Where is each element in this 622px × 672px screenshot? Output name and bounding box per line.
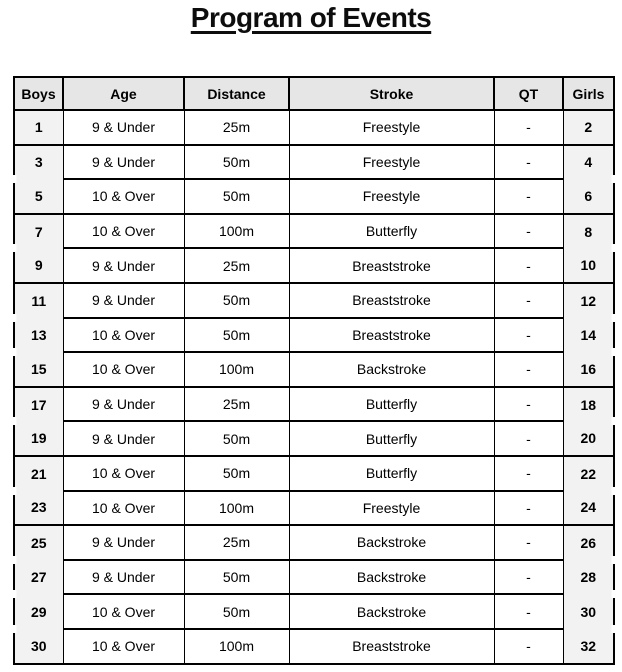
cell-age: 9 & Under <box>63 560 184 595</box>
cell-distance: 100m <box>184 352 289 387</box>
cell-girls: 4 <box>563 145 614 180</box>
cell-stroke: Breaststroke <box>289 283 494 318</box>
cell-age: 9 & Under <box>63 387 184 422</box>
cell-age: 10 & Over <box>63 456 184 491</box>
cell-girls: 28 <box>563 560 614 595</box>
cell-boys: 3 <box>14 145 63 180</box>
event-row <box>14 525 614 560</box>
cell-distance: 25m <box>184 525 289 560</box>
cell-distance: 50m <box>184 560 289 595</box>
cell-girls: 24 <box>563 491 614 526</box>
cell-age: 9 & Under <box>63 248 184 283</box>
event-row <box>14 145 614 180</box>
event-row <box>14 283 614 318</box>
cell-girls: 16 <box>563 352 614 387</box>
cell-qt: - <box>494 145 563 180</box>
cell-girls: 32 <box>563 629 614 664</box>
cell-boys: 7 <box>14 214 63 249</box>
cell-age: 10 & Over <box>63 594 184 629</box>
cell-age: 9 & Under <box>63 283 184 318</box>
cell-girls: 18 <box>563 387 614 422</box>
cell-qt: - <box>494 560 563 595</box>
cell-qt: - <box>494 387 563 422</box>
cell-qt: - <box>494 629 563 664</box>
cell-distance: 25m <box>184 110 289 145</box>
cell-qt: - <box>494 214 563 249</box>
cell-stroke: Freestyle <box>289 179 494 214</box>
cell-girls: 10 <box>563 248 614 283</box>
event-row <box>14 387 614 422</box>
program-of-events-table <box>13 76 615 665</box>
cell-boys: 25 <box>14 525 63 560</box>
cell-stroke: Backstroke <box>289 560 494 595</box>
cell-age: 9 & Under <box>63 110 184 145</box>
event-row <box>14 456 614 491</box>
cell-girls: 12 <box>563 283 614 318</box>
cell-qt: - <box>494 594 563 629</box>
cell-qt: - <box>494 110 563 145</box>
cell-girls: 20 <box>563 421 614 456</box>
cell-distance: 50m <box>184 145 289 180</box>
cell-distance: 50m <box>184 421 289 456</box>
cell-stroke: Butterfly <box>289 421 494 456</box>
cell-stroke: Freestyle <box>289 145 494 180</box>
cell-distance: 50m <box>184 456 289 491</box>
cell-age: 10 & Over <box>63 214 184 249</box>
column-header-age: Age <box>63 77 184 110</box>
cell-distance: 100m <box>184 629 289 664</box>
event-row <box>14 248 614 283</box>
event-row <box>14 560 614 595</box>
cell-qt: - <box>494 456 563 491</box>
cell-girls: 30 <box>563 594 614 629</box>
cell-qt: - <box>494 179 563 214</box>
cell-qt: - <box>494 318 563 353</box>
cell-stroke: Butterfly <box>289 214 494 249</box>
cell-distance: 50m <box>184 318 289 353</box>
header-row <box>14 77 614 110</box>
cell-girls: 14 <box>563 318 614 353</box>
page-title: Program of Events <box>190 2 432 33</box>
column-header-distance: Distance <box>184 77 289 110</box>
event-row <box>14 352 614 387</box>
cell-boys: 19 <box>14 421 63 456</box>
cell-stroke: Backstroke <box>289 352 494 387</box>
column-header-boys: Boys <box>14 77 63 110</box>
cell-distance: 50m <box>184 283 289 318</box>
cell-stroke: Breaststroke <box>289 629 494 664</box>
cell-age: 9 & Under <box>63 525 184 560</box>
cell-stroke: Breaststroke <box>289 318 494 353</box>
cell-boys: 1 <box>14 110 63 145</box>
cell-boys: 27 <box>14 560 63 595</box>
cell-stroke: Freestyle <box>289 110 494 145</box>
cell-stroke: Butterfly <box>289 387 494 422</box>
column-header-qt: QT <box>494 77 563 110</box>
cell-age: 9 & Under <box>63 421 184 456</box>
cell-age: 10 & Over <box>63 179 184 214</box>
cell-age: 10 & Over <box>63 352 184 387</box>
column-header-stroke: Stroke <box>289 77 494 110</box>
cell-qt: - <box>494 352 563 387</box>
cell-distance: 100m <box>184 214 289 249</box>
cell-age: 9 & Under <box>63 145 184 180</box>
event-row <box>14 318 614 353</box>
cell-boys: 30 <box>14 629 63 664</box>
cell-girls: 2 <box>563 110 614 145</box>
cell-girls: 6 <box>563 179 614 214</box>
cell-stroke: Butterfly <box>289 456 494 491</box>
cell-girls: 8 <box>563 214 614 249</box>
cell-stroke: Backstroke <box>289 525 494 560</box>
cell-boys: 9 <box>14 248 63 283</box>
cell-distance: 25m <box>184 387 289 422</box>
cell-age: 10 & Over <box>63 491 184 526</box>
cell-qt: - <box>494 421 563 456</box>
cell-boys: 15 <box>14 352 63 387</box>
event-row <box>14 214 614 249</box>
cell-stroke: Breaststroke <box>289 248 494 283</box>
cell-qt: - <box>494 525 563 560</box>
cell-distance: 100m <box>184 491 289 526</box>
cell-boys: 23 <box>14 491 63 526</box>
event-row <box>14 110 614 145</box>
cell-age: 10 & Over <box>63 318 184 353</box>
event-row <box>14 594 614 629</box>
cell-qt: - <box>494 283 563 318</box>
event-row <box>14 629 614 664</box>
cell-age: 10 & Over <box>63 629 184 664</box>
event-row <box>14 421 614 456</box>
cell-distance: 50m <box>184 594 289 629</box>
cell-girls: 26 <box>563 525 614 560</box>
cell-boys: 5 <box>14 179 63 214</box>
event-row <box>14 491 614 526</box>
cell-boys: 17 <box>14 387 63 422</box>
event-row <box>14 179 614 214</box>
cell-stroke: Backstroke <box>289 594 494 629</box>
cell-distance: 25m <box>184 248 289 283</box>
cell-girls: 22 <box>563 456 614 491</box>
cell-boys: 21 <box>14 456 63 491</box>
cell-boys: 13 <box>14 318 63 353</box>
column-header-girls: Girls <box>563 77 614 110</box>
table-body <box>14 110 614 664</box>
cell-qt: - <box>494 491 563 526</box>
cell-distance: 50m <box>184 179 289 214</box>
cell-stroke: Freestyle <box>289 491 494 526</box>
cell-boys: 29 <box>14 594 63 629</box>
cell-boys: 11 <box>14 283 63 318</box>
cell-qt: - <box>494 248 563 283</box>
